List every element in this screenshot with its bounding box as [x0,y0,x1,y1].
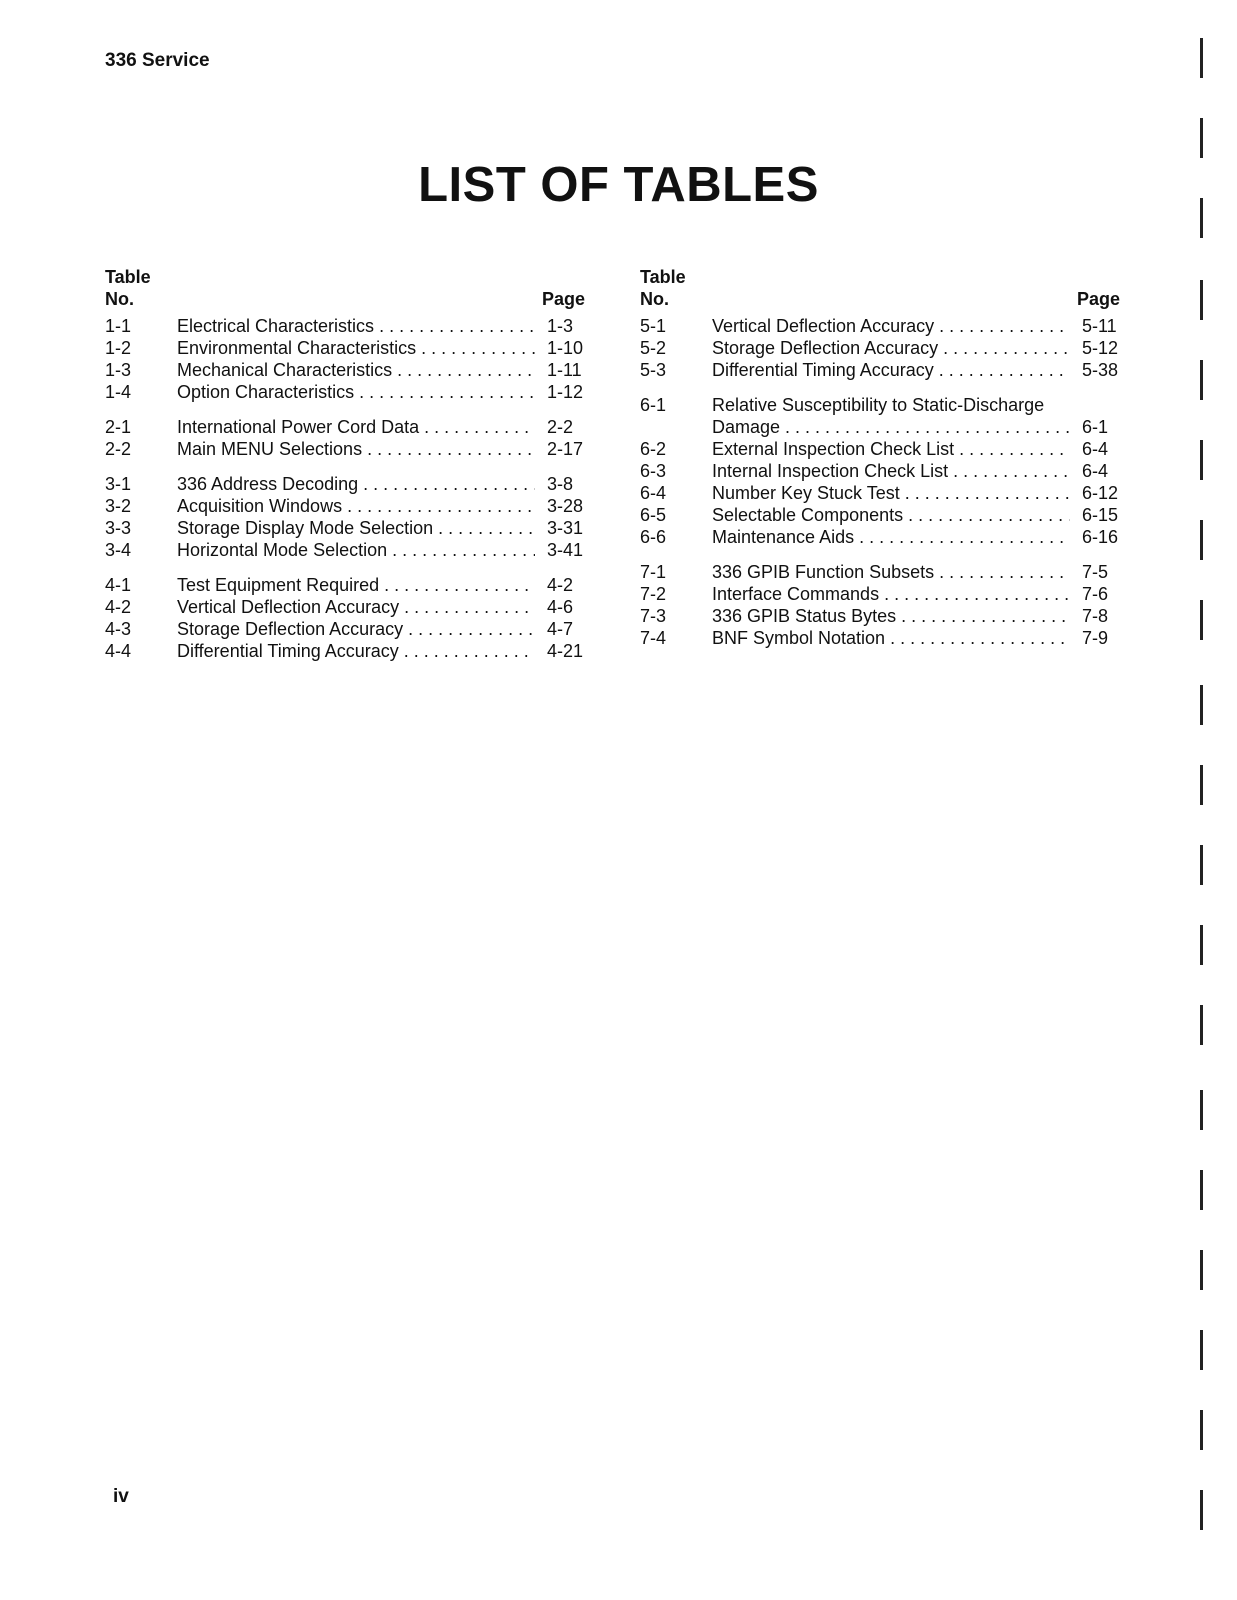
table-group [640,561,1120,649]
table-list [105,315,585,662]
table-number: 6-5 [640,505,667,525]
binder-mark [1200,1410,1203,1450]
binder-mark [1200,600,1203,640]
table-title: Acquisition Windows . . . [177,495,535,517]
page-number: iv [113,1486,129,1507]
table-title: BNF Symbol Notation . . . [712,627,1070,649]
page-reference: 5-38 [1082,360,1119,380]
table-entry [105,574,585,596]
table-title: Number Key Stuck Test . . . [712,482,1070,504]
page-reference: 3-41 [547,540,584,560]
table-number: 3-1 [105,474,132,494]
table-title: External Inspection Check List . . . [712,438,1070,460]
table-group [640,394,1120,548]
no-label: No. [105,289,134,309]
table-number: 6-4 [640,483,667,503]
table-entry [105,539,585,561]
table-entry [640,416,1120,438]
table-title: Environmental Characteristics . . . [177,337,535,359]
table-entry [640,526,1120,548]
table-number: 2-2 [105,439,132,459]
table-entry [640,583,1120,605]
column-header [105,267,585,315]
table-title: Storage Deflection Accuracy . . . [712,337,1070,359]
table-number: 4-3 [105,619,132,639]
page-title: LIST OF TABLES [418,158,819,212]
running-header: 336 Service [105,50,210,71]
page-reference: 1-12 [547,382,584,402]
binder-mark [1200,1330,1203,1370]
table-number: 5-3 [640,360,667,380]
binder-mark [1200,198,1203,238]
page-reference: 3-31 [547,518,584,538]
table-number: 7-4 [640,628,667,648]
table-number: 6-3 [640,461,667,481]
table-title: Internal Inspection Check List . . . [712,460,1070,482]
page-reference: 5-12 [1082,338,1119,358]
table-number: 3-2 [105,496,132,516]
table-number: 7-2 [640,584,667,604]
table-number: 1-4 [105,382,132,402]
table-group [105,315,585,403]
page-reference: 1-11 [547,360,582,380]
binder-mark [1200,1005,1203,1045]
table-entry [105,315,585,337]
table-entry [640,482,1120,504]
table-entry [105,495,585,517]
table-title: Electrical Characteristics . . . [177,315,535,337]
page-reference: 6-4 [1082,461,1109,481]
table-title: Horizontal Mode Selection . . . [177,539,535,561]
binder-mark [1200,1090,1203,1130]
page-reference: 4-21 [547,641,584,661]
page-reference: 5-11 [1082,316,1117,336]
table-title: 336 GPIB Function Subsets . . . [712,561,1070,583]
left-column [105,267,585,662]
table-entry [105,381,585,403]
table-entry [105,473,585,495]
binder-mark [1200,765,1203,805]
page-reference: 6-1 [1082,417,1109,437]
page-reference: 6-16 [1082,527,1119,547]
table-title: Option Characteristics . . . [177,381,535,403]
binder-mark [1200,1170,1203,1210]
page-reference: 7-9 [1082,628,1109,648]
table-title: Vertical Deflection Accuracy . . . [712,315,1070,337]
table-title: Storage Deflection Accuracy . . . [177,618,535,640]
table-group [105,416,585,460]
binder-mark [1200,360,1203,400]
table-title: Maintenance Aids . . . [712,526,1070,548]
page-label: Page [1076,289,1120,309]
table-title: International Power Cord Data . . . [177,416,535,438]
page-reference: 6-12 [1082,483,1119,503]
page-reference: 7-6 [1082,584,1109,604]
page-reference: 2-2 [547,417,574,437]
page-reference: 3-28 [547,496,584,516]
page-reference: 3-8 [547,474,574,494]
binder-mark [1200,520,1203,560]
table-number: 4-4 [105,641,132,661]
table-title: Test Equipment Required . . . [177,574,535,596]
table-label: Table [640,267,686,287]
table-title: Mechanical Characteristics . . . [177,359,535,381]
page-reference: 4-7 [547,619,574,639]
column-header [640,267,1120,315]
binder-mark [1200,1490,1203,1530]
table-entry [105,618,585,640]
table-number: 1-3 [105,360,132,380]
table-entry [105,416,585,438]
table-number: 4-2 [105,597,132,617]
table-entry [640,460,1120,482]
table-title: Storage Display Mode Selection . . . [177,517,535,539]
page-reference: 4-2 [547,575,574,595]
page-reference: 7-8 [1082,606,1109,626]
table-entry [640,561,1120,583]
page-reference: 7-5 [1082,562,1109,582]
table-title: 336 GPIB Status Bytes . . . [712,605,1070,627]
binder-mark [1200,118,1203,158]
table-number: 1-2 [105,338,132,358]
table-title: Vertical Deflection Accuracy . . . [177,596,535,618]
binder-mark [1200,685,1203,725]
page-reference: 2-17 [547,439,584,459]
table-entry [640,438,1120,460]
table-number: 3-4 [105,540,132,560]
table-title: Damage . . . [712,416,1070,438]
binder-mark [1200,280,1203,320]
table-title: Differential Timing Accuracy . . . [712,359,1070,381]
table-title: Differential Timing Accuracy . . . [177,640,535,662]
binder-mark [1200,1250,1203,1290]
table-entry [640,605,1120,627]
table-number: 7-1 [640,562,667,582]
right-column [640,267,1120,649]
page-reference: 1-3 [547,316,574,336]
table-entry [105,596,585,618]
table-entry [105,438,585,460]
table-title: Interface Commands . . . [712,583,1070,605]
table-label: Table [105,267,151,287]
page-reference: 1-10 [547,338,584,358]
binder-mark [1200,925,1203,965]
table-title: Selectable Components . . . [712,504,1070,526]
table-entry [640,359,1120,381]
table-group [640,315,1120,381]
page-reference: 6-4 [1082,439,1109,459]
table-entry [640,627,1120,649]
table-number: 2-1 [105,417,132,437]
binder-mark [1200,38,1203,78]
page-label: Page [541,289,585,309]
no-label: No. [640,289,669,309]
table-entry [105,337,585,359]
table-title: 336 Address Decoding . . . [177,473,535,495]
table-number: 5-1 [640,316,667,336]
table-entry [640,315,1120,337]
table-number: 1-1 [105,316,132,336]
table-number: 6-6 [640,527,667,547]
binder-mark [1200,440,1203,480]
binder-mark [1200,845,1203,885]
table-group [105,473,585,561]
table-number: 6-1 [640,395,667,415]
table-entry [640,504,1120,526]
table-entry [105,517,585,539]
table-number: 4-1 [105,575,132,595]
table-number: 6-2 [640,439,667,459]
table-group [105,574,585,662]
page-reference: 6-15 [1082,505,1119,525]
table-entry [640,394,1120,416]
table-entry [105,640,585,662]
table-title: Relative Susceptibility to Static-Discharge [712,395,1045,415]
table-title: Main MENU Selections . . . [177,438,535,460]
table-number: 7-3 [640,606,667,626]
table-entry [640,337,1120,359]
table-list [640,315,1120,649]
table-number: 3-3 [105,518,132,538]
table-number: 5-2 [640,338,667,358]
table-entry [105,359,585,381]
page-reference: 4-6 [547,597,574,617]
